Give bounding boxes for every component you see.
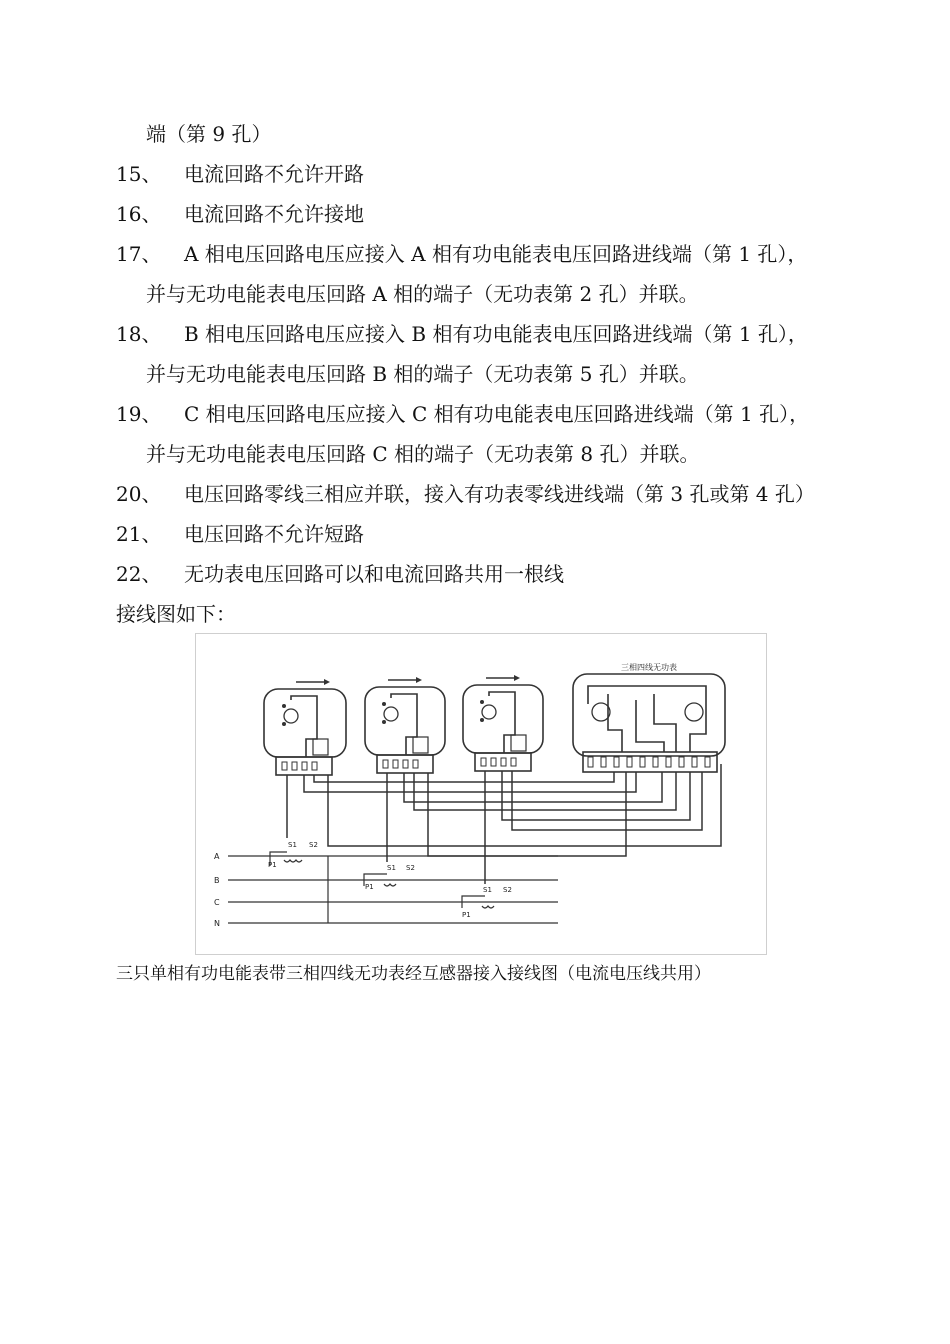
continuation-line <box>146 122 271 146</box>
phase-label-c: C <box>214 898 220 907</box>
active-meter-b <box>365 677 445 773</box>
item-text: C 相电压回路电压应接入 C 相有功电能表电压回路进线端（第 1 孔）， <box>184 402 810 426</box>
item-continuation: 并与无功电能表电压回路 A 相的端子（无功表第 2 孔）并联。 <box>146 282 699 306</box>
ct-a-s2: S2 <box>309 841 318 849</box>
phase-label-a: A <box>214 852 220 861</box>
wiring-diagram <box>195 633 767 955</box>
item-text: B 相电压回路电压应接入 B 相有功电能表电压回路进线端（第 1 孔）， <box>184 322 808 346</box>
active-meter-c <box>463 675 543 771</box>
ct-b-p1: P1 <box>365 883 374 891</box>
item-continuation: 并与无功电能表电压回路 C 相的端子（无功表第 8 孔）并联。 <box>146 442 700 466</box>
item-number: 15、 <box>116 162 162 186</box>
item-text: 电流回路不允许接地 <box>184 202 364 226</box>
ct-c-s2: S2 <box>503 886 512 894</box>
item-number: 19、 <box>116 402 162 426</box>
item-number: 18、 <box>116 322 162 346</box>
continuation-text: 端（第 9 孔） <box>146 122 272 146</box>
wiring-diagram-svg <box>196 634 766 954</box>
phase-labels <box>214 852 220 928</box>
item-text: 无功表电压回路可以和电流回路共用一根线 <box>184 562 564 586</box>
reactive-meter-title: 三相四线无功表 <box>621 663 677 672</box>
ct-a-p1: P1 <box>268 861 277 869</box>
item-number: 16、 <box>116 202 162 226</box>
item-text: 电压回路零线三相应并联，接入有功表零线进线端（第 3 孔或第 4 孔） <box>184 482 815 506</box>
ct-b-s2: S2 <box>406 864 415 872</box>
ct-c-p1: P1 <box>462 911 471 919</box>
item-text: 电流回路不允许开路 <box>184 162 364 186</box>
item-number: 17、 <box>116 242 162 266</box>
item-number: 21、 <box>116 522 162 546</box>
phase-label-n: N <box>214 919 220 928</box>
item-number: 20、 <box>116 482 162 506</box>
item-text: 电压回路不允许短路 <box>184 522 364 546</box>
interconnect-wires <box>287 764 721 884</box>
item-continuation: 并与无功电能表电压回路 B 相的端子（无功表第 5 孔）并联。 <box>146 362 699 386</box>
ct-b-s1: S1 <box>387 864 396 872</box>
ct-a-s1: S1 <box>288 841 297 849</box>
current-transformer-b <box>364 864 415 891</box>
item-number: 22、 <box>116 562 162 586</box>
figure-caption: 三只单相有功电能表带三相四线无功表经互感器接入接线图（电流电压线共用） <box>116 964 711 984</box>
active-meter-a <box>264 679 346 775</box>
ct-c-s1: S1 <box>483 886 492 894</box>
reactive-meter <box>573 662 725 772</box>
phase-label-b: B <box>214 876 220 885</box>
item-text: A 相电压回路电压应接入 A 相有功电能表电压回路进线端（第 1 孔）， <box>184 242 808 266</box>
current-transformer-a <box>268 841 318 869</box>
diagram-intro: 接线图如下： <box>116 602 236 626</box>
